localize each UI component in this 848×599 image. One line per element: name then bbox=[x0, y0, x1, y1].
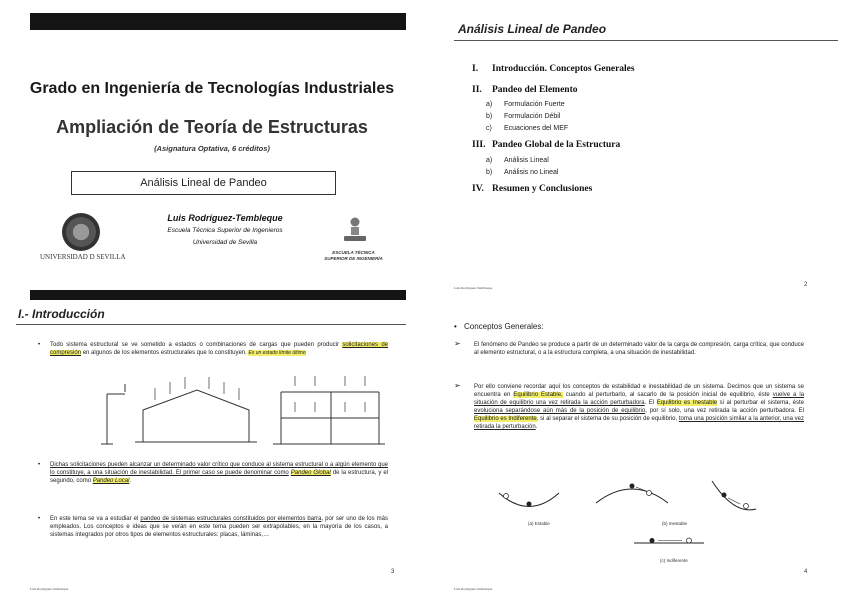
highlight-compression: solicitaciones de compresión bbox=[50, 342, 389, 356]
concepts-paragraph-2 bbox=[474, 383, 804, 431]
section-heading: Conceptos Generales: bbox=[464, 322, 544, 331]
school-logo-line1: ESCUELA TÉCNICA bbox=[332, 250, 375, 255]
page-number: 3 bbox=[391, 569, 395, 575]
top-bar bbox=[30, 290, 406, 300]
school-logo-line2: SUPERIOR DE INGENIERÍA bbox=[324, 256, 383, 261]
highlight-unstable: Equilibrio es Inestable bbox=[656, 400, 718, 406]
university-seal-icon bbox=[62, 213, 100, 251]
toc-item bbox=[486, 169, 558, 176]
text-run: de la estructura, y el segundo, como bbox=[50, 470, 389, 484]
text-run: en algunos de los elementos estructurales que lo constituyen. bbox=[82, 350, 247, 356]
affiliation-university: Universidad de Sevilla bbox=[192, 239, 258, 246]
intro-paragraph-3 bbox=[50, 515, 388, 539]
highlight-local-buckling: Pandeo Local bbox=[92, 478, 130, 484]
university-logo-text: UNIVERSIDAD D SEVILLA bbox=[40, 253, 126, 261]
school-logo-icon bbox=[340, 215, 370, 245]
caption-stable: (a) Estable bbox=[528, 521, 550, 526]
top-bar bbox=[30, 13, 406, 30]
text-run: Por ello conviene recordar aquí los conceptos de estabilidad e inestabilidad de un sistema. Decimos que un sistema se encuentra en bbox=[474, 384, 804, 398]
text-run: . bbox=[535, 424, 538, 430]
toc-label: Pandeo Global de la Estructura bbox=[492, 140, 621, 150]
toc-item-letter: a) bbox=[486, 101, 493, 108]
slide-footer: Luis Rodríguez-Tembleque bbox=[454, 587, 493, 591]
author-name: Luis Rodríguez-Tembleque bbox=[167, 213, 283, 223]
affiliation-school: Escuela Técnica Superior de Ingenieros bbox=[167, 227, 283, 234]
toc-label: Introducción. Conceptos Generales bbox=[492, 64, 635, 74]
topic-title: Análisis Lineal de Pandeo bbox=[140, 177, 267, 189]
text-run: cuando al perturbarlo, al sacarlo de la posición inicial de equilibrio, éste bbox=[565, 392, 770, 398]
toc-item-label: Formulación Fuerte bbox=[504, 101, 565, 108]
title-rule bbox=[16, 324, 406, 325]
text-run: En este tema se va a estudiar el bbox=[50, 516, 139, 522]
structures-figure bbox=[95, 372, 395, 452]
toc-item-letter: a) bbox=[486, 157, 493, 164]
bullet-dot: • bbox=[38, 342, 41, 348]
text-run: Dichas solicitaciones pueden alcanzar un determinado valor crítico que conduce al sistema estructural o a algún elemento que lo constituye, a una situación de inestabilidad. El primer caso se puede denominar como bbox=[50, 462, 388, 476]
toc-section bbox=[472, 85, 578, 95]
toc-item bbox=[486, 113, 560, 120]
text-run: , si al separar el sistema de su posición de equilibrio, bbox=[536, 416, 678, 422]
bullet-dot: • bbox=[454, 322, 457, 331]
toc-item-label: Análisis no Lineal bbox=[504, 169, 559, 176]
toc-section bbox=[472, 140, 620, 150]
toc-number: II. bbox=[472, 85, 482, 95]
slide-title: I.- Introducción bbox=[18, 307, 105, 321]
school-logo-text bbox=[306, 250, 401, 262]
slide-footer: Luis Rodríguez-Tembleque bbox=[30, 587, 69, 591]
toc-label: Resumen y Conclusiones bbox=[492, 184, 593, 194]
handwritten-note: Es un estado límite último bbox=[248, 350, 306, 356]
toc-item-label: Análisis Lineal bbox=[504, 157, 549, 164]
course-title: Ampliación de Teoría de Estructuras bbox=[56, 117, 368, 137]
slide-index bbox=[424, 0, 848, 290]
underlined-text: toma una posición similar a la anterior, una vez retirada la perturbación bbox=[474, 416, 804, 430]
toc-item-letter: c) bbox=[486, 125, 492, 132]
page-number: 2 bbox=[804, 282, 808, 288]
title-rule bbox=[454, 40, 838, 41]
concepts-paragraph-1: El fenómeno de Pandeo se produce a partir de un determinado valor de la carga de compresión, carga crítica, que conduce al elemento estructural, o a la estructura completa, a una situación de inestabilidad. bbox=[474, 342, 804, 356]
arrow-bullet-icon: ➢ bbox=[454, 381, 461, 390]
slide-concepts bbox=[424, 290, 848, 599]
intro-paragraph-2: Dichas solicitaciones pueden alcanzar un determinado valor crítico que conduce al sistema estructural o a algún elemento que lo constituye, a una situación de inestabilidad. El primer caso se puede denominar como Pandeo Global de la estructura, y el segundo, como Pandeo Local. bbox=[50, 462, 389, 484]
toc-item bbox=[486, 101, 565, 108]
text-run: . El bbox=[644, 400, 655, 406]
toc-section bbox=[472, 184, 592, 194]
highlight-indifferent: Equilibrio es Indiferente bbox=[474, 416, 537, 422]
underlined-text: vuelve a la situación de equilibrio una vez retirada la acción perturbadora bbox=[474, 392, 805, 406]
equilibrium-figure bbox=[494, 475, 814, 565]
toc-item bbox=[486, 125, 568, 132]
arrow-bullet-icon: ➢ bbox=[454, 339, 461, 348]
degree-title: Grado en Ingeniería de Tecnologías Industriales bbox=[29, 80, 395, 97]
caption-unstable: (b) Inestable bbox=[662, 521, 688, 526]
slide-footer: Luis Rodríguez-Tembleque bbox=[454, 286, 493, 290]
toc-item-label: Formulación Débil bbox=[504, 113, 561, 120]
toc-item-label: Ecuaciones del MEF bbox=[504, 125, 569, 132]
underlined-text: pandeo de sistemas estructurales constituidos por elementos barra bbox=[140, 516, 322, 522]
text-run: , por sí solo, una vez retirada la acción perturbadora. El bbox=[645, 408, 805, 414]
bullet-dot: • bbox=[38, 516, 41, 522]
bullet-dot: • bbox=[38, 462, 41, 468]
page-number: 4 bbox=[804, 569, 808, 575]
topic-box bbox=[71, 171, 336, 195]
toc-item-letter: b) bbox=[486, 113, 493, 120]
toc-label: Pandeo del Elemento bbox=[492, 85, 578, 95]
highlight-global-buckling: Pandeo Global bbox=[290, 470, 331, 476]
toc-item bbox=[486, 157, 549, 164]
underlined-text: evoluciona separándose aún más de la posición de equilibrio bbox=[474, 408, 646, 414]
toc-section bbox=[472, 64, 635, 74]
toc-number: IV. bbox=[472, 184, 484, 194]
highlight-stable: Equilibrio Estable, bbox=[513, 392, 563, 398]
caption-indifferent: (c) Indiferente bbox=[660, 558, 688, 563]
toc-item-letter: b) bbox=[486, 169, 493, 176]
text-run: , por ser uno de los más empleados. Los conceptos e ideas que se verán en este tema pueden ser extrapolables, en la mayoría de los casos, a sistemas integrados por otros tipos de elementos estructurales: placas, láminas,… bbox=[50, 516, 388, 538]
text-run: si al perturbar el sistema, éste bbox=[719, 400, 804, 406]
slide-introduction bbox=[0, 290, 424, 599]
slide-cover bbox=[0, 0, 424, 290]
text-run: Todo sistema estructural se ve sometido a estados o combinaciones de cargas que pueden producir bbox=[50, 342, 340, 348]
slide-title: Análisis Lineal de Pandeo bbox=[458, 22, 607, 36]
intro-paragraph-1 bbox=[50, 341, 388, 357]
toc-number: I. bbox=[472, 64, 479, 74]
toc-number: III. bbox=[472, 140, 486, 150]
course-subtitle: (Asignatura Optativa, 6 créditos) bbox=[154, 144, 270, 153]
